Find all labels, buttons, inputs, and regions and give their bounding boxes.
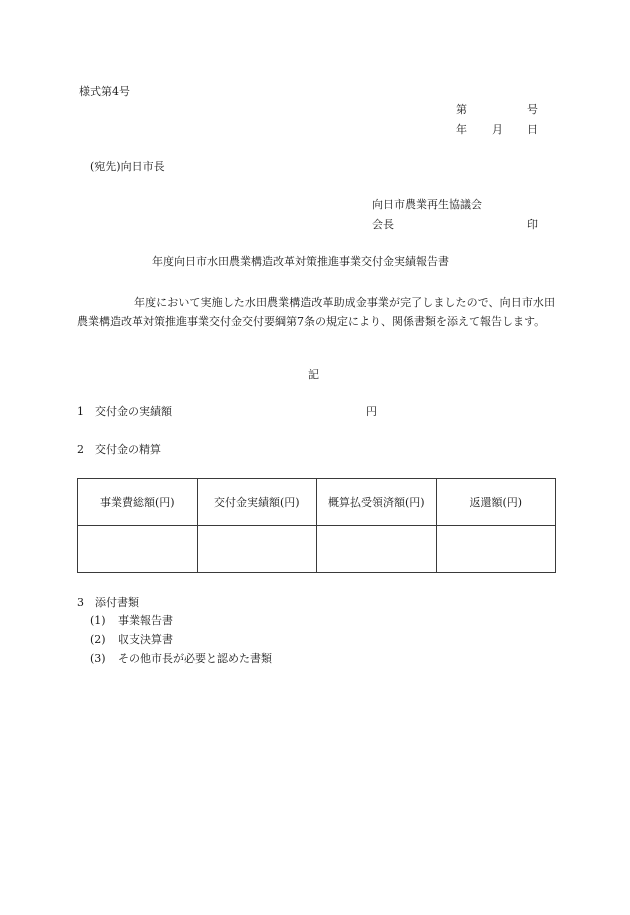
table-header-total-cost: 事業費総額(円) (78, 479, 198, 526)
date-month-label: 月 (492, 123, 503, 136)
doc-number-suffix: 号 (527, 103, 538, 116)
attachment-number: (1) (90, 614, 106, 627)
seal-mark: 印 (527, 218, 538, 231)
table-cell-total-cost (78, 526, 198, 573)
body-text: 年度において実施した水田農業構造改革助成金事業が完了しましたので、向日市水田農業構造改革対策推進事業交付金交付要綱第7条の規定により、関係書類を添えて報告します。 (77, 296, 555, 328)
attachment-text: 収支決算書 (118, 633, 173, 646)
list-item (90, 652, 272, 666)
sender-title: 会長 (372, 218, 394, 231)
table-cell-actual-grant (197, 526, 317, 573)
list-item (90, 614, 173, 628)
sender-organization: 向日市農業再生協議会 (372, 198, 482, 211)
attachment-text: その他市長が必要と認めた書類 (118, 652, 272, 665)
table-header-refund: 返還額(円) (436, 479, 556, 526)
attachment-text: 事業報告書 (118, 614, 173, 627)
ki-heading: 記 (308, 368, 319, 381)
item1-unit: 円 (366, 405, 377, 418)
table-cell-advance-received (317, 526, 437, 573)
addressee: (宛先)向日市長 (90, 160, 165, 173)
table-row (78, 526, 556, 573)
document-title: 年度向日市水田農業構造改革対策推進事業交付金実績報告書 (152, 255, 449, 268)
item3-label: 3 添付書類 (77, 596, 139, 609)
table-header-actual-grant: 交付金実績額(円) (197, 479, 317, 526)
table-header-row (78, 479, 556, 526)
attachment-number: (2) (90, 633, 106, 646)
doc-number-prefix: 第 (456, 103, 467, 116)
form-number: 様式第4号 (79, 85, 130, 98)
table-header-advance-received: 概算払受領済額(円) (317, 479, 437, 526)
item1-label: 1 交付金の実績額 (77, 405, 172, 418)
date-day-label: 日 (527, 123, 538, 136)
attachment-number: (3) (90, 652, 106, 665)
settlement-table (77, 478, 556, 573)
item2-label: 2 交付金の精算 (77, 443, 161, 456)
date-year-label: 年 (456, 123, 467, 136)
list-item (90, 633, 173, 647)
table-cell-refund (436, 526, 556, 573)
